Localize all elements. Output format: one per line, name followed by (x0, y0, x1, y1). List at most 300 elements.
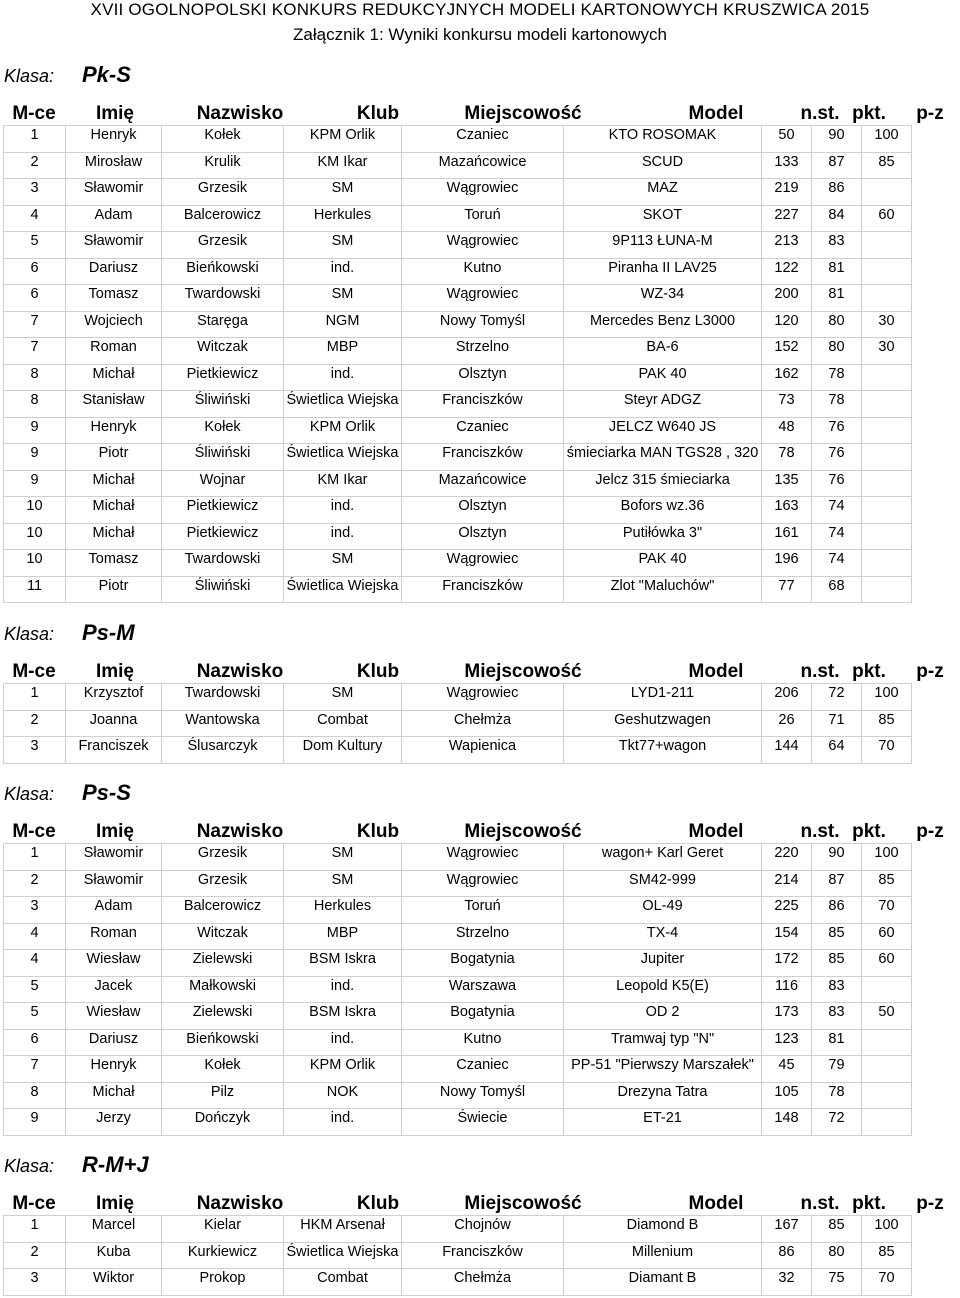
column-header: p-z (916, 661, 944, 682)
table-cell: 60 (862, 950, 912, 977)
table-cell: KPM Orlik (284, 126, 402, 153)
table-cell (862, 417, 912, 444)
table-cell (862, 470, 912, 497)
table-cell: NOK (284, 1082, 402, 1109)
table-cell: Krulik (162, 152, 284, 179)
table-row (4, 311, 912, 338)
table-cell: ind. (284, 364, 402, 391)
column-header: Nazwisko (196, 821, 284, 842)
table-cell: 70 (862, 1269, 912, 1296)
table-cell: 79 (812, 1056, 862, 1083)
table-cell: 90 (812, 126, 862, 153)
column-header: pkt. (852, 661, 886, 682)
table-cell: Śliwiński (162, 576, 284, 603)
table-cell: Drezyna Tatra (564, 1082, 762, 1109)
table-cell: Michał (66, 523, 162, 550)
table-cell: 32 (762, 1269, 812, 1296)
table-cell: Sławomir (66, 870, 162, 897)
column-header: M-ce (12, 103, 56, 124)
table-cell: Roman (66, 338, 162, 365)
table-cell: 76 (812, 417, 862, 444)
table-cell: 9 (4, 444, 66, 471)
table-cell: PP-51 "Pierwszy Marszałek" (564, 1056, 762, 1083)
table-cell: Piranha II LAV25 (564, 258, 762, 285)
table-cell: Mazańcowice (402, 152, 564, 179)
table-cell: Piotr (66, 444, 162, 471)
table-cell: SM (284, 232, 402, 259)
table-cell: 86 (812, 179, 862, 206)
table-cell: NGM (284, 311, 402, 338)
table-cell: 85 (812, 1216, 862, 1243)
table-cell: Wapienica (402, 737, 564, 764)
table-cell: Kielar (162, 1216, 284, 1243)
table-cell: 7 (4, 338, 66, 365)
table-cell: 81 (812, 1029, 862, 1056)
table-cell: Jerzy (66, 1109, 162, 1136)
table-cell: Śliwiński (162, 444, 284, 471)
column-header: Miejscowość (464, 661, 582, 682)
table-cell: Chełmża (402, 1269, 564, 1296)
table-cell: 85 (812, 923, 862, 950)
table-cell: Wągrowiec (402, 285, 564, 312)
table-cell: Nowy Tomyśl (402, 311, 564, 338)
table-cell: 123 (762, 1029, 812, 1056)
table-cell: 2 (4, 1242, 66, 1269)
table-cell: 8 (4, 391, 66, 418)
table-row (4, 152, 912, 179)
klasa-heading (4, 780, 604, 810)
table-row (4, 923, 912, 950)
table-cell: BA-6 (564, 338, 762, 365)
table-cell: BSM Iskra (284, 950, 402, 977)
table-cell: SKOT (564, 205, 762, 232)
table-cell: 10 (4, 523, 66, 550)
table-cell: Kutno (402, 258, 564, 285)
table-cell: Kutno (402, 1029, 564, 1056)
table-cell: Joanna (66, 710, 162, 737)
table-cell: SCUD (564, 152, 762, 179)
table-cell: Piotr (66, 576, 162, 603)
table-cell: 122 (762, 258, 812, 285)
table-cell: SM (284, 684, 402, 711)
table-cell: Kuba (66, 1242, 162, 1269)
table-cell: Warszawa (402, 976, 564, 1003)
table-cell: Michał (66, 1082, 162, 1109)
table-cell: 152 (762, 338, 812, 365)
table-cell: Steyr ADGZ (564, 391, 762, 418)
table-cell: Henryk (66, 1056, 162, 1083)
table-cell: Twardowski (162, 550, 284, 577)
table-cell (862, 976, 912, 1003)
table-cell: 83 (812, 232, 862, 259)
table-cell: MAZ (564, 179, 762, 206)
table-cell: Świetlica Wiejska (284, 444, 402, 471)
table-cell: Wągrowiec (402, 232, 564, 259)
table-cell: 2 (4, 710, 66, 737)
table-cell (862, 364, 912, 391)
table-cell: 219 (762, 179, 812, 206)
table-cell: śmieciarka MAN TGS28 , 320 (564, 444, 762, 471)
table-cell (862, 179, 912, 206)
table-cell: KM Ikar (284, 470, 402, 497)
column-header: Miejscowość (464, 1193, 582, 1214)
table-cell: Mirosław (66, 152, 162, 179)
table-cell: 73 (762, 391, 812, 418)
table-cell: 7 (4, 311, 66, 338)
table-cell: 227 (762, 205, 812, 232)
table-cell: 2 (4, 152, 66, 179)
column-header: Model (688, 821, 744, 842)
table-cell: 4 (4, 923, 66, 950)
table-cell: 100 (862, 1216, 912, 1243)
table-cell: Stanisław (66, 391, 162, 418)
table-cell: KPM Orlik (284, 417, 402, 444)
table-cell: Bogatynia (402, 1003, 564, 1030)
table-cell: 167 (762, 1216, 812, 1243)
table-cell: 10 (4, 497, 66, 524)
table-cell: SM (284, 285, 402, 312)
table-cell: 11 (4, 576, 66, 603)
table-header (0, 1193, 960, 1215)
table-cell: 80 (812, 1242, 862, 1269)
table-cell: JELCZ W640 JS (564, 417, 762, 444)
table-cell: 173 (762, 1003, 812, 1030)
table-cell: 75 (812, 1269, 862, 1296)
table-cell: 72 (812, 684, 862, 711)
table-cell: 214 (762, 870, 812, 897)
table-row (4, 1003, 912, 1030)
table-cell: 2 (4, 870, 66, 897)
klasa-heading (4, 62, 604, 92)
table-cell: Grzesik (162, 179, 284, 206)
table-row (4, 1082, 912, 1109)
klasa-label: Klasa: (4, 624, 55, 644)
column-header: pkt. (852, 103, 886, 124)
page-title: XVII OGOLNOPOLSKI KONKURS REDUKCYJNYCH MODELI KARTONOWYCH KRUSZWICA 2015 (90, 0, 870, 19)
column-header: Miejscowość (464, 821, 582, 842)
table-row (4, 550, 912, 577)
table-cell: Pietkiewicz (162, 497, 284, 524)
table-cell: 133 (762, 152, 812, 179)
table-row (4, 391, 912, 418)
table-cell (862, 1109, 912, 1136)
table-cell: Wiktor (66, 1269, 162, 1296)
table-cell: 163 (762, 497, 812, 524)
table-cell: Bieńkowski (162, 258, 284, 285)
table-cell: Zielewski (162, 1003, 284, 1030)
table-cell: Toruń (402, 205, 564, 232)
table-cell: 5 (4, 976, 66, 1003)
table-cell: Dończyk (162, 1109, 284, 1136)
table-cell: Wojciech (66, 311, 162, 338)
table-cell: OD 2 (564, 1003, 762, 1030)
table-cell: 7 (4, 1056, 66, 1083)
column-header: Model (688, 661, 744, 682)
table-cell: ind. (284, 523, 402, 550)
column-header: pkt. (852, 1193, 886, 1214)
table-cell: MBP (284, 338, 402, 365)
table-cell: Sławomir (66, 844, 162, 871)
table-cell: 200 (762, 285, 812, 312)
table-cell: SM (284, 550, 402, 577)
table-cell: SM (284, 844, 402, 871)
table-cell: Małkowski (162, 976, 284, 1003)
table-cell: 83 (812, 1003, 862, 1030)
table-cell: Witczak (162, 338, 284, 365)
table-cell: 45 (762, 1056, 812, 1083)
table-cell: 3 (4, 179, 66, 206)
table-cell: Świetlica Wiejska (284, 391, 402, 418)
table-cell: Bofors wz.36 (564, 497, 762, 524)
klasa-label: Klasa: (4, 66, 55, 86)
table-cell: Henryk (66, 126, 162, 153)
table-cell: Grzesik (162, 870, 284, 897)
table-cell: Dom Kultury (284, 737, 402, 764)
table-cell: Franciszków (402, 1242, 564, 1269)
table-cell: Krzysztof (66, 684, 162, 711)
table-cell: Prokop (162, 1269, 284, 1296)
table-cell: Mazańcowice (402, 470, 564, 497)
table-row (4, 737, 912, 764)
table-cell: Combat (284, 710, 402, 737)
table-cell: Balcerowicz (162, 205, 284, 232)
table-cell: Tkt77+wagon (564, 737, 762, 764)
table-cell: 60 (862, 205, 912, 232)
table-cell: Strzelno (402, 338, 564, 365)
table-cell: 77 (762, 576, 812, 603)
table-cell: Wiesław (66, 1003, 162, 1030)
table-row (4, 1269, 912, 1296)
table-cell: 172 (762, 950, 812, 977)
column-header: Imię (95, 661, 135, 682)
table-cell: Olsztyn (402, 523, 564, 550)
table-cell: PAK 40 (564, 550, 762, 577)
table-cell: 105 (762, 1082, 812, 1109)
column-header: Imię (95, 1193, 135, 1214)
table-row (4, 844, 912, 871)
table-cell: 6 (4, 285, 66, 312)
table-row (4, 1242, 912, 1269)
table-cell: SM (284, 870, 402, 897)
table-row (4, 1056, 912, 1083)
table-cell: 70 (862, 737, 912, 764)
table-cell: 78 (762, 444, 812, 471)
table-cell: Czaniec (402, 126, 564, 153)
table-cell: 3 (4, 897, 66, 924)
table-cell: KPM Orlik (284, 1056, 402, 1083)
column-header: n.st. (800, 661, 840, 682)
table-cell: Ślusarczyk (162, 737, 284, 764)
table-cell: ind. (284, 497, 402, 524)
table-cell (862, 1056, 912, 1083)
table-cell (862, 550, 912, 577)
column-header: Klub (356, 661, 400, 682)
table-cell: 50 (862, 1003, 912, 1030)
table-cell: Śliwiński (162, 391, 284, 418)
table-cell: 100 (862, 684, 912, 711)
table-cell: Olsztyn (402, 497, 564, 524)
table-cell: 78 (812, 364, 862, 391)
table-cell: 83 (812, 976, 862, 1003)
table-cell: 87 (812, 870, 862, 897)
table-cell: Putiłówka 3" (564, 523, 762, 550)
table-cell: 80 (812, 338, 862, 365)
table-cell: 84 (812, 205, 862, 232)
table-cell: 1 (4, 1216, 66, 1243)
column-header: Nazwisko (196, 661, 284, 682)
table-cell: Pietkiewicz (162, 364, 284, 391)
table-cell (862, 576, 912, 603)
column-header: Imię (95, 821, 135, 842)
table-row (4, 417, 912, 444)
table-cell: Chełmża (402, 710, 564, 737)
klasa-name: Ps-M (82, 620, 135, 645)
table-cell (862, 285, 912, 312)
table-cell: 78 (812, 391, 862, 418)
table-cell: 100 (862, 126, 912, 153)
table-cell: 72 (812, 1109, 862, 1136)
table-cell: 116 (762, 976, 812, 1003)
table-cell: Franciszek (66, 737, 162, 764)
table-cell: Toruń (402, 897, 564, 924)
table-cell: HKM Arsenał (284, 1216, 402, 1243)
table-cell: 76 (812, 470, 862, 497)
table-cell: ind. (284, 1029, 402, 1056)
table-cell: Wantowska (162, 710, 284, 737)
table-cell: Tramwaj typ "N" (564, 1029, 762, 1056)
table-cell: Wągrowiec (402, 550, 564, 577)
table-cell: Świetlica Wiejska (284, 576, 402, 603)
table-cell: 1 (4, 126, 66, 153)
table-cell: ind. (284, 1109, 402, 1136)
table-row (4, 976, 912, 1003)
table-cell: 144 (762, 737, 812, 764)
column-header: Nazwisko (196, 103, 284, 124)
column-header: p-z (916, 1193, 944, 1214)
table-cell: 100 (862, 844, 912, 871)
table-cell: Świetlica Wiejska (284, 1242, 402, 1269)
table-cell: Wągrowiec (402, 684, 564, 711)
table-cell: 30 (862, 338, 912, 365)
table-cell: 81 (812, 285, 862, 312)
table-row (4, 338, 912, 365)
table-cell: Combat (284, 1269, 402, 1296)
results-table (3, 1215, 912, 1296)
table-cell: 9P113 ŁUNA-M (564, 232, 762, 259)
klasa-label: Klasa: (4, 1156, 55, 1176)
table-cell: 196 (762, 550, 812, 577)
table-cell: Wojnar (162, 470, 284, 497)
table-cell: Wiesław (66, 950, 162, 977)
table-cell: 9 (4, 1109, 66, 1136)
table-cell: ET-21 (564, 1109, 762, 1136)
table-cell: 10 (4, 550, 66, 577)
klasa-label: Klasa: (4, 784, 55, 804)
table-row (4, 897, 912, 924)
column-header: Imię (95, 103, 135, 124)
table-cell: Grzesik (162, 232, 284, 259)
table-cell: ind. (284, 258, 402, 285)
column-header: Klub (356, 1193, 400, 1214)
table-cell: Michał (66, 470, 162, 497)
table-cell: 74 (812, 523, 862, 550)
table-row (4, 179, 912, 206)
table-cell: 80 (812, 311, 862, 338)
table-cell: 1 (4, 684, 66, 711)
table-cell: PAK 40 (564, 364, 762, 391)
table-row (4, 232, 912, 259)
table-cell: 6 (4, 258, 66, 285)
table-cell: Michał (66, 497, 162, 524)
table-cell (862, 523, 912, 550)
column-header: n.st. (800, 821, 840, 842)
column-header: Miejscowość (464, 103, 582, 124)
table-row (4, 1029, 912, 1056)
table-cell: TX-4 (564, 923, 762, 950)
table-cell: 64 (812, 737, 862, 764)
column-header: p-z (916, 103, 944, 124)
table-cell: 4 (4, 950, 66, 977)
table-cell: Franciszków (402, 391, 564, 418)
table-row (4, 1216, 912, 1243)
table-cell: Herkules (284, 897, 402, 924)
table-cell: Sławomir (66, 232, 162, 259)
table-cell: Witczak (162, 923, 284, 950)
table-cell: 74 (812, 497, 862, 524)
table-cell: Geshutzwagen (564, 710, 762, 737)
table-cell: 135 (762, 470, 812, 497)
table-cell: SM42-999 (564, 870, 762, 897)
table-cell: 3 (4, 1269, 66, 1296)
table-cell: Twardowski (162, 684, 284, 711)
table-cell: wagon+ Karl Geret (564, 844, 762, 871)
table-cell: 74 (812, 550, 862, 577)
table-cell: 9 (4, 470, 66, 497)
results-table (3, 683, 912, 764)
table-cell (862, 232, 912, 259)
column-header: pkt. (852, 821, 886, 842)
column-header: M-ce (12, 661, 56, 682)
table-cell (862, 444, 912, 471)
table-cell: Diamond B (564, 1216, 762, 1243)
table-cell: Jupiter (564, 950, 762, 977)
table-cell: Bieńkowski (162, 1029, 284, 1056)
table-cell: 48 (762, 417, 812, 444)
table-row (4, 1109, 912, 1136)
column-header: M-ce (12, 821, 56, 842)
column-header: p-z (916, 821, 944, 842)
table-cell: 148 (762, 1109, 812, 1136)
table-cell: 213 (762, 232, 812, 259)
table-row (4, 684, 912, 711)
table-cell: KM Ikar (284, 152, 402, 179)
table-cell: 87 (812, 152, 862, 179)
table-cell: 81 (812, 258, 862, 285)
table-cell: Grzesik (162, 844, 284, 871)
table-cell: Pilz (162, 1082, 284, 1109)
table-row (4, 950, 912, 977)
table-cell: Zielewski (162, 950, 284, 977)
column-header: n.st. (800, 103, 840, 124)
table-cell: 225 (762, 897, 812, 924)
table-header (0, 661, 960, 683)
table-cell: 154 (762, 923, 812, 950)
table-cell: 86 (812, 897, 862, 924)
table-row (4, 285, 912, 312)
table-cell: ind. (284, 976, 402, 1003)
table-cell: Strzelno (402, 923, 564, 950)
column-header: n.st. (800, 1193, 840, 1214)
